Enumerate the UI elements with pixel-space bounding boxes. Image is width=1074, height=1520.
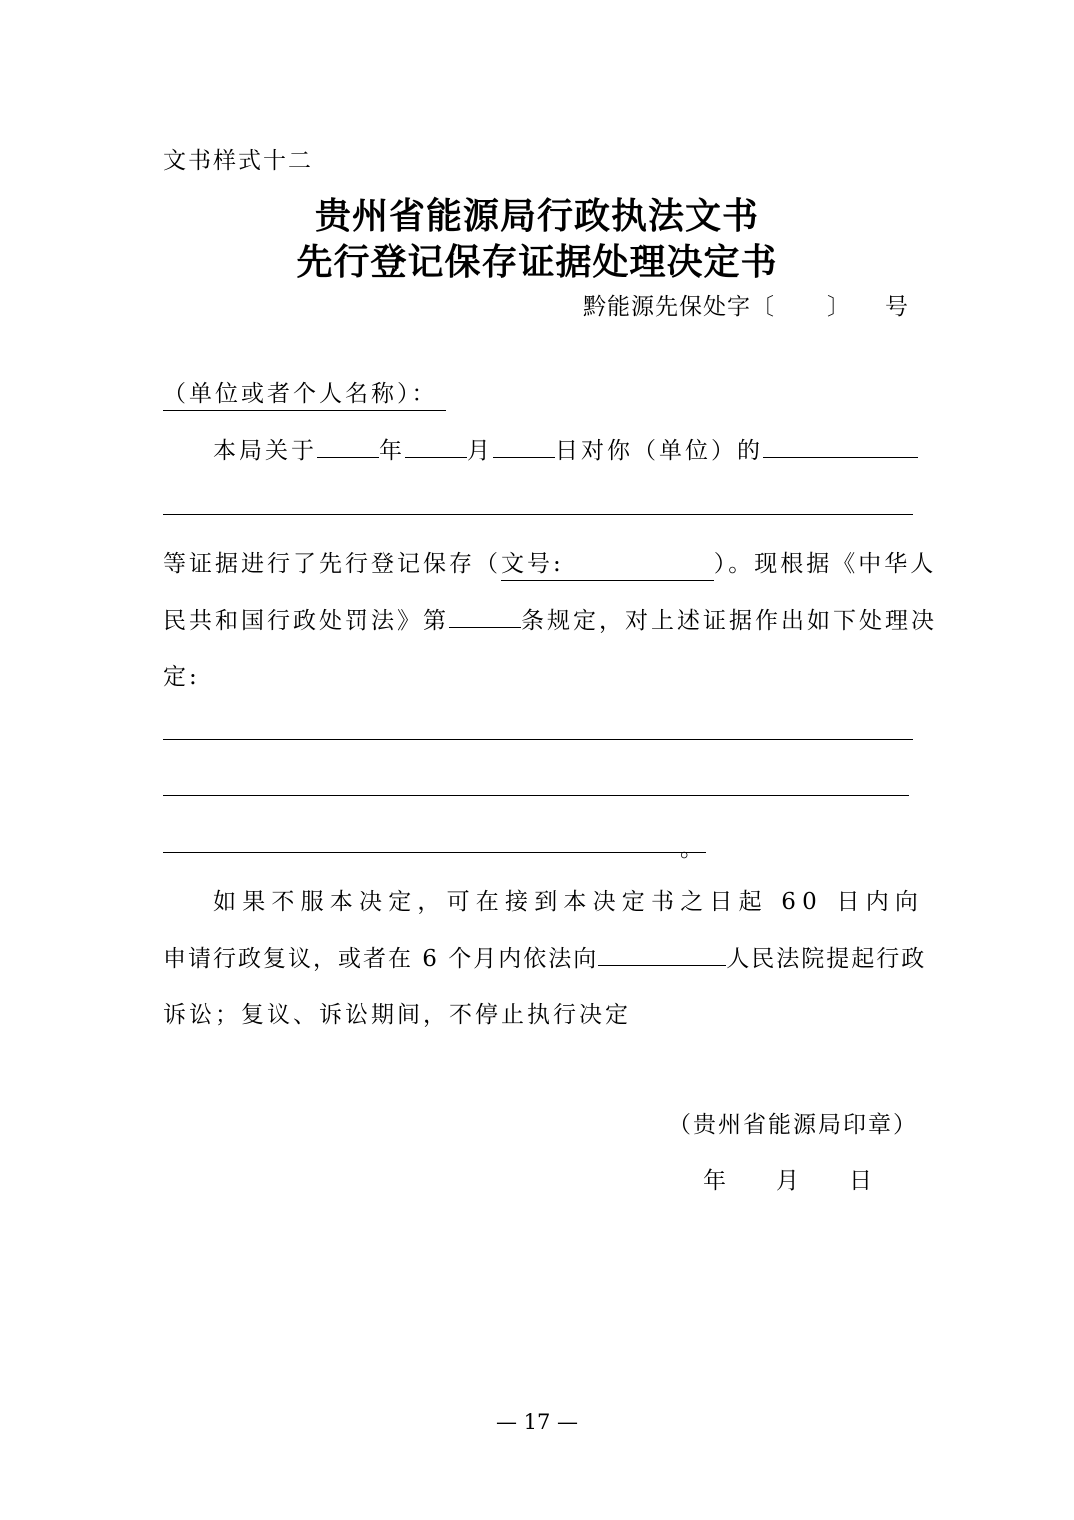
document-title-line2: 先行登记保存证据处理决定书	[296, 241, 778, 283]
para1-cont-text1: 等证据进行了先行登记保存（	[163, 551, 501, 577]
page-number: — 17 —	[495, 1410, 579, 1434]
document-title-line1: 贵州省能源局行政执法文书	[314, 195, 759, 237]
para1-line5: 定:	[163, 664, 200, 690]
para1-text-intro: 本局关于	[213, 438, 317, 464]
para2-line1: 如果不服本决定，可在接到本决定书之日起 60 日内向	[213, 889, 925, 915]
document-number	[583, 288, 909, 321]
para1-day-text: 日对你（单位）的	[555, 438, 763, 464]
evidence-description-line[interactable]	[163, 514, 913, 515]
date-month: 月	[776, 1168, 799, 1194]
para1-line1	[213, 432, 918, 465]
date-year: 年	[703, 1168, 726, 1194]
court-name-blank[interactable]	[598, 943, 726, 966]
document-type-label: 文书样式十二	[163, 148, 313, 174]
law-reference-text: 民共和国行政处罚法》第	[163, 608, 449, 634]
month-blank[interactable]	[405, 435, 467, 458]
year-blank[interactable]	[317, 435, 379, 458]
para1-line4	[163, 602, 937, 635]
law-reference-cont: 条规定，对上述证据作出如下处理决	[521, 608, 937, 634]
document-number-prefix: 黔能源先保处字〔	[583, 294, 775, 320]
date-day: 日	[849, 1168, 872, 1194]
para1-year-label: 年	[379, 438, 405, 464]
decision-line-2[interactable]	[163, 795, 909, 796]
court-text: 人民法院提起行政	[726, 946, 927, 972]
subject-blank[interactable]	[763, 435, 918, 458]
decision-end-period: 。	[680, 836, 703, 862]
addressee-label: （单位或者个人名称）：	[163, 381, 446, 411]
para2-line2	[163, 940, 926, 973]
docno-field[interactable]	[501, 551, 714, 581]
document-number-suffix: 号	[885, 294, 909, 320]
seal-placeholder: （贵州省能源局印章）	[668, 1112, 918, 1138]
decision-line-3[interactable]	[163, 852, 706, 853]
addressee-line	[163, 375, 446, 408]
docno-label: 文号:	[501, 551, 564, 577]
decision-line-1[interactable]	[163, 739, 913, 740]
para1-month-label: 月	[467, 438, 493, 464]
document-number-close-bracket: 〕	[827, 294, 851, 320]
signature-date	[703, 1162, 872, 1195]
article-number-blank[interactable]	[449, 605, 521, 628]
para2-line3: 诉讼；复议、诉讼期间，不停止执行决定	[163, 1002, 631, 1028]
para1-line3	[163, 545, 936, 578]
day-blank[interactable]	[493, 435, 555, 458]
para1-cont-text2: ）。现根据《中华人	[713, 551, 937, 577]
review-text: 申请行政复议，或者在 6 个月内依法向	[163, 946, 599, 972]
